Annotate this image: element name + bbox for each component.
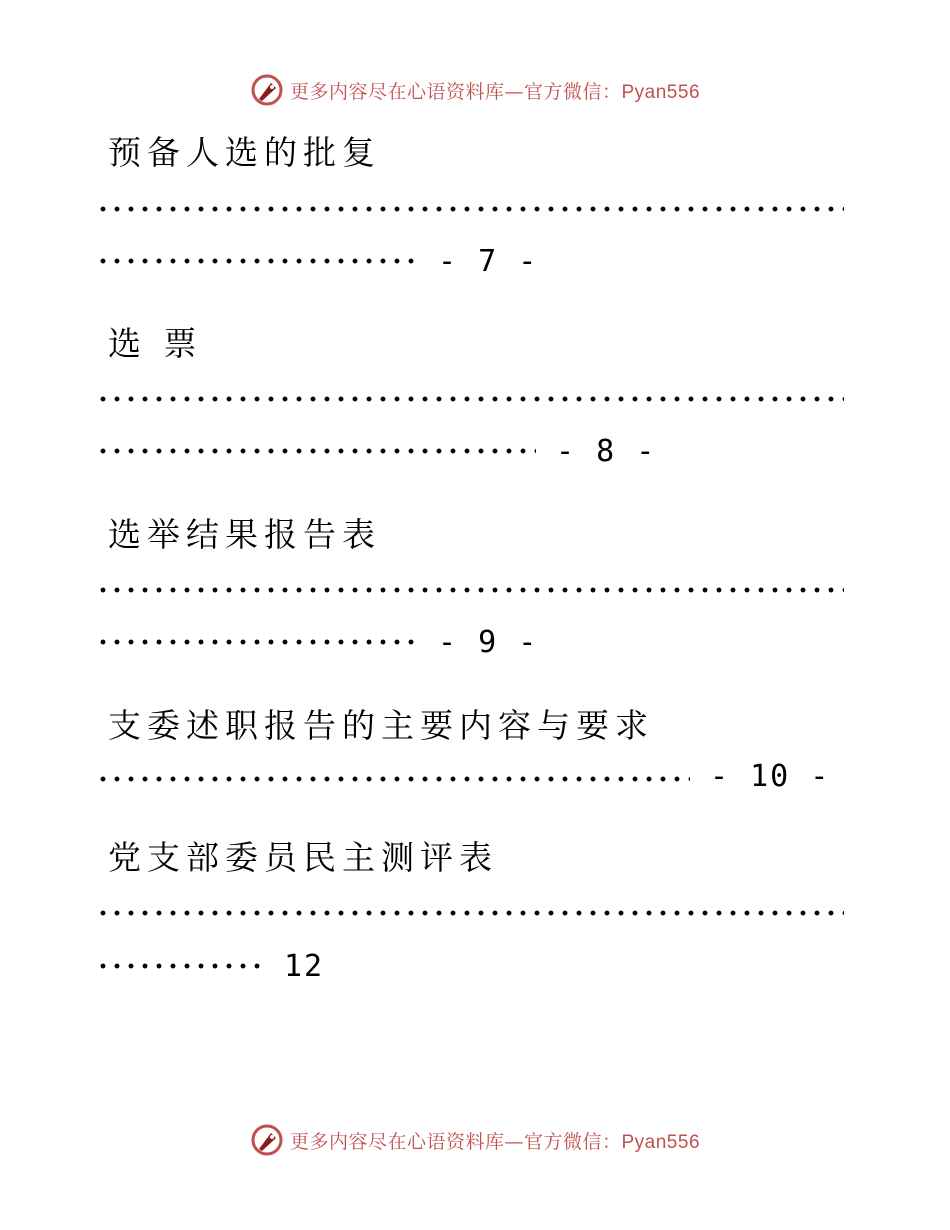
pen-nib-logo-icon [250,1123,284,1157]
toc-leader-dots [96,955,844,985]
toc-entry-title: 支委述职报告的主要内容与要求 [108,706,654,745]
toc-entry-title: 党支部委员民主测评表 [108,838,498,877]
toc-page-number[interactable]: - 8 - [556,434,657,469]
toc-page-number[interactable]: 12 [284,949,325,984]
footer-watermark [0,1120,950,1160]
toc-page-number[interactable]: - 9 - [438,625,539,660]
watermark-text: 更多内容尽在心语资料库—官方微信：Pyan556 [289,1130,701,1153]
toc-page-number[interactable]: - 10 - [710,759,831,794]
toc-entry-title: 选 票 [108,324,203,363]
toc-leader-dots [96,388,844,418]
toc-leader-dots [96,902,844,932]
toc-leader-dots [96,198,844,228]
toc-leader-dots [96,440,844,470]
toc-entry-title: 选举结果报告表 [108,515,381,554]
toc-page-number[interactable]: - 7 - [438,244,539,279]
toc-entry-title: 预备人选的批复 [108,133,381,172]
toc-leader-dots [96,579,844,609]
watermark-text: 更多内容尽在心语资料库—官方微信：Pyan556 [289,80,701,103]
